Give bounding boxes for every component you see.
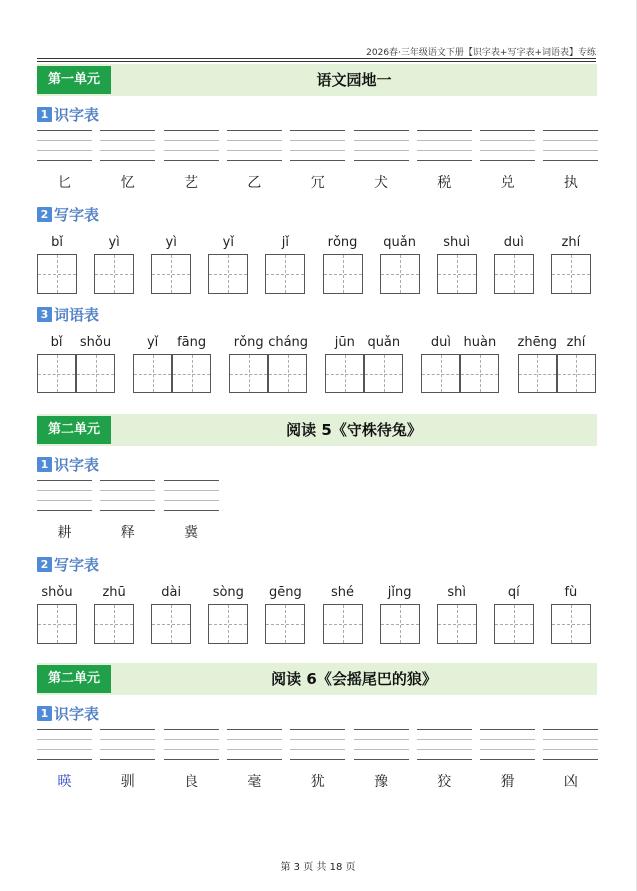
section-heading-ciyu xyxy=(37,304,99,324)
tianzi-grid-box[interactable] xyxy=(551,604,591,644)
tianzi-grid-box[interactable] xyxy=(380,604,420,644)
section-heading-xiezi xyxy=(37,204,99,224)
writing-guide-line xyxy=(543,729,598,730)
recognition-char-cell xyxy=(37,729,92,791)
writing-guide-line xyxy=(290,739,345,740)
pinyin-label: dài xyxy=(161,585,182,600)
writing-guide-line xyxy=(480,759,535,760)
tianzi-grid-box[interactable] xyxy=(437,604,477,644)
recognition-char-cell xyxy=(227,130,282,192)
writing-guide-line xyxy=(354,749,409,750)
writing-guide-line xyxy=(290,140,345,141)
hanzi-char: 税 xyxy=(437,175,452,191)
writing-guide-line xyxy=(37,739,92,740)
writing-guide-line xyxy=(354,739,409,740)
tianzi-grid-box[interactable] xyxy=(323,604,363,644)
recognition-char-cell xyxy=(417,130,472,192)
recognition-char-cell xyxy=(354,130,409,192)
recognition-char-cell xyxy=(480,130,535,192)
grid-guide-vertical xyxy=(96,355,97,392)
recognition-char-cell xyxy=(100,729,155,791)
tianzi-grid-box[interactable] xyxy=(551,254,591,294)
writing-char-cell xyxy=(208,235,248,295)
hanzi-char: 狡 xyxy=(437,774,452,790)
writing-guide-line xyxy=(100,150,155,151)
tianzi-grid-box[interactable] xyxy=(518,354,557,393)
hanzi-char: 乙 xyxy=(247,175,262,191)
grid-guide-vertical xyxy=(514,255,515,293)
writing-guide-line xyxy=(100,130,155,131)
grid-guide-vertical xyxy=(537,355,538,392)
unit-tag: 第二单元 xyxy=(37,665,111,693)
hanzi-char: 犹 xyxy=(310,774,325,790)
pinyin-label: duì xyxy=(503,235,524,250)
writing-char-cell xyxy=(551,585,591,645)
pinyin-label: fāng xyxy=(177,335,207,350)
hanzi-char: 驯 xyxy=(120,774,135,790)
grid-guide-vertical xyxy=(400,255,401,293)
writing-char-cell xyxy=(323,585,363,645)
header-rule-thin xyxy=(37,61,596,62)
recognition-char-cell xyxy=(164,130,219,192)
writing-guide-line xyxy=(354,160,409,161)
pinyin-label: duì xyxy=(430,335,451,350)
grid-guide-vertical xyxy=(441,355,442,392)
section-number: 1 xyxy=(37,706,52,721)
page-header: 2026春·三年级语文下册【识字表+写字表+词语表】专练 xyxy=(366,48,596,58)
writing-guide-line xyxy=(290,150,345,151)
grid-guide-vertical xyxy=(57,605,58,643)
hanzi-char: 兑 xyxy=(500,175,515,191)
unit-banner xyxy=(37,64,597,96)
writing-guide-line xyxy=(480,130,535,131)
hanzi-char: 冗 xyxy=(310,175,325,191)
writing-guide-line xyxy=(100,480,155,481)
writing-guide-line xyxy=(37,510,92,511)
writing-guide-line xyxy=(480,739,535,740)
grid-guide-vertical xyxy=(457,255,458,293)
recognition-char-cell xyxy=(354,729,409,791)
writing-char-cell xyxy=(323,235,363,295)
grid-guide-vertical xyxy=(228,605,229,643)
recognition-char-cell xyxy=(164,480,219,542)
section-heading-shizi xyxy=(37,104,99,124)
word-cell xyxy=(518,335,596,395)
recognition-char-cell xyxy=(164,729,219,791)
writing-guide-line xyxy=(164,480,219,481)
recognition-char-cell xyxy=(100,130,155,192)
grid-guide-vertical xyxy=(514,605,515,643)
recognition-char-cell xyxy=(480,729,535,791)
grid-guide-vertical xyxy=(571,255,572,293)
tianzi-grid-box[interactable] xyxy=(437,254,477,294)
tianzi-grid-box[interactable] xyxy=(494,254,534,294)
writing-guide-line xyxy=(480,729,535,730)
grid-guide-vertical xyxy=(457,605,458,643)
shizi-row xyxy=(37,130,600,192)
section-number: 2 xyxy=(37,207,52,222)
writing-guide-line xyxy=(164,739,219,740)
hanzi-char: 猾 xyxy=(500,774,515,790)
writing-guide-line xyxy=(164,150,219,151)
pinyin-label: shì xyxy=(447,585,466,600)
writing-guide-line xyxy=(164,490,219,491)
unit-title: 阅读 5《守株待兔》 xyxy=(286,421,422,439)
word-cell xyxy=(229,335,307,395)
recognition-char-cell xyxy=(37,130,92,192)
writing-guide-line xyxy=(417,140,472,141)
writing-guide-line xyxy=(227,729,282,730)
word-cell xyxy=(421,335,499,395)
writing-guide-line xyxy=(480,749,535,750)
section-number: 1 xyxy=(37,457,52,472)
pinyin-label: huàn xyxy=(463,335,497,350)
writing-guide-line xyxy=(227,160,282,161)
writing-guide-line xyxy=(290,749,345,750)
writing-guide-line xyxy=(543,749,598,750)
recognition-char-cell xyxy=(543,130,598,192)
section-number: 2 xyxy=(37,557,52,572)
pinyin-label: zhēng xyxy=(517,335,558,350)
tianzi-grid-box[interactable] xyxy=(151,254,191,294)
tianzi-grid-box[interactable] xyxy=(133,354,172,393)
section-heading-xiezi xyxy=(37,554,99,574)
unit-banner xyxy=(37,414,597,446)
tianzi-grid-box[interactable] xyxy=(76,354,115,393)
section-label: 识字表 xyxy=(54,704,100,723)
writing-guide-line xyxy=(37,130,92,131)
pinyin-label: shuì xyxy=(443,235,471,250)
writing-char-cell xyxy=(437,235,477,295)
pinyin-label: fù xyxy=(564,585,578,600)
writing-guide-line xyxy=(37,749,92,750)
hanzi-char: 耕 xyxy=(57,525,72,541)
tianzi-grid-box[interactable] xyxy=(380,254,420,294)
writing-guide-line xyxy=(227,140,282,141)
hanzi-char: 冀 xyxy=(184,525,199,541)
tianzi-grid-box[interactable] xyxy=(151,604,191,644)
ciyu-row xyxy=(37,335,600,397)
writing-char-cell xyxy=(551,235,591,295)
writing-guide-line xyxy=(164,759,219,760)
grid-guide-vertical xyxy=(57,255,58,293)
grid-guide-vertical xyxy=(153,355,154,392)
unit-title: 语文园地一 xyxy=(316,71,392,89)
writing-char-cell xyxy=(94,585,134,645)
writing-char-cell xyxy=(380,585,420,645)
pinyin-label: shǒu xyxy=(41,585,73,600)
writing-guide-line xyxy=(290,160,345,161)
grid-guide-vertical xyxy=(384,355,385,392)
grid-guide-vertical xyxy=(400,605,401,643)
pinyin-label: rǒng xyxy=(233,335,264,350)
pinyin-label: yì xyxy=(165,235,177,250)
pinyin-label: zhí xyxy=(561,235,581,250)
pinyin-label: gēng xyxy=(269,585,302,600)
pinyin-label: jǐ xyxy=(281,235,289,250)
writing-guide-line xyxy=(164,130,219,131)
pinyin-label: jǐng xyxy=(387,585,412,600)
writing-char-cell xyxy=(151,235,191,295)
tianzi-grid-box[interactable] xyxy=(460,354,499,393)
shizi-row xyxy=(37,729,600,791)
unit-title: 阅读 6《会摇尾巴的狼》 xyxy=(271,670,437,688)
xiezi-row xyxy=(37,585,600,647)
pinyin-label: jūn xyxy=(334,335,355,350)
writing-guide-line xyxy=(290,759,345,760)
writing-guide-line xyxy=(417,749,472,750)
writing-guide-line xyxy=(164,500,219,501)
pinyin-label: yǐ xyxy=(222,235,234,250)
writing-guide-line xyxy=(354,140,409,141)
writing-guide-line xyxy=(227,749,282,750)
tianzi-grid-box[interactable] xyxy=(265,604,305,644)
section-number: 1 xyxy=(37,107,52,122)
pinyin-label: rǒng xyxy=(327,235,358,250)
writing-guide-line xyxy=(37,490,92,491)
section-label: 写字表 xyxy=(54,555,100,574)
hanzi-char: 犬 xyxy=(374,175,388,191)
writing-char-cell xyxy=(265,585,305,645)
grid-guide-vertical xyxy=(343,605,344,643)
writing-guide-line xyxy=(417,160,472,161)
pinyin-label: sòng xyxy=(212,585,244,600)
writing-char-cell xyxy=(37,585,77,645)
writing-guide-line xyxy=(417,130,472,131)
writing-char-cell xyxy=(437,585,477,645)
page-footer: 第 3 页 共 18 页 xyxy=(280,862,356,873)
hanzi-char: 豫 xyxy=(374,774,388,790)
writing-guide-line xyxy=(227,130,282,131)
writing-guide-line xyxy=(100,759,155,760)
writing-guide-line xyxy=(290,729,345,730)
writing-guide-line xyxy=(543,739,598,740)
xiezi-row xyxy=(37,235,600,297)
recognition-char-cell xyxy=(100,480,155,542)
grid-guide-vertical xyxy=(171,255,172,293)
writing-guide-line xyxy=(37,480,92,481)
grid-guide-vertical xyxy=(171,605,172,643)
grid-guide-vertical xyxy=(285,605,286,643)
tianzi-grid-box[interactable] xyxy=(557,354,596,393)
section-label: 词语表 xyxy=(54,305,100,324)
pinyin-label: bǐ xyxy=(50,335,63,350)
pinyin-label: bǐ xyxy=(51,235,63,250)
header-rule xyxy=(37,58,596,59)
writing-char-cell xyxy=(265,235,305,295)
section-label: 写字表 xyxy=(54,205,100,224)
tianzi-grid-box[interactable] xyxy=(37,604,77,644)
section-heading-shizi xyxy=(37,454,99,474)
word-cell xyxy=(133,335,211,395)
writing-guide-line xyxy=(417,759,472,760)
hanzi-char: 忆 xyxy=(120,175,135,191)
tianzi-grid-box[interactable] xyxy=(325,354,364,393)
grid-guide-vertical xyxy=(57,355,58,392)
writing-guide-line xyxy=(100,500,155,501)
writing-guide-line xyxy=(543,150,598,151)
tianzi-grid-box[interactable] xyxy=(37,254,77,294)
tianzi-grid-box[interactable] xyxy=(494,604,534,644)
tianzi-grid-box[interactable] xyxy=(268,354,307,393)
writing-guide-line xyxy=(164,140,219,141)
writing-guide-line xyxy=(37,729,92,730)
tianzi-grid-box[interactable] xyxy=(172,354,211,393)
recognition-char-cell xyxy=(290,729,345,791)
writing-guide-line xyxy=(227,150,282,151)
writing-guide-line xyxy=(480,150,535,151)
writing-guide-line xyxy=(354,150,409,151)
pinyin-label: qí xyxy=(507,585,520,600)
section-heading-shizi xyxy=(37,703,99,723)
recognition-char-cell xyxy=(290,130,345,192)
writing-guide-line xyxy=(37,140,92,141)
writing-guide-line xyxy=(417,729,472,730)
hanzi-char: 艺 xyxy=(184,175,199,191)
writing-guide-line xyxy=(100,160,155,161)
tianzi-grid-box[interactable] xyxy=(37,354,76,393)
unit-banner xyxy=(37,663,597,695)
word-cell xyxy=(325,335,403,395)
writing-guide-line xyxy=(354,130,409,131)
word-cell xyxy=(37,335,115,395)
writing-guide-line xyxy=(417,739,472,740)
writing-guide-line xyxy=(164,729,219,730)
grid-guide-vertical xyxy=(114,255,115,293)
grid-guide-vertical xyxy=(228,255,229,293)
writing-guide-line xyxy=(100,739,155,740)
writing-guide-line xyxy=(543,759,598,760)
unit-tag: 第二单元 xyxy=(37,416,111,444)
writing-guide-line xyxy=(100,729,155,730)
writing-guide-line xyxy=(480,140,535,141)
grid-guide-vertical xyxy=(576,355,577,392)
tianzi-grid-box[interactable] xyxy=(421,354,460,393)
recognition-char-cell xyxy=(417,729,472,791)
writing-guide-line xyxy=(37,160,92,161)
section-label: 识字表 xyxy=(54,455,100,474)
writing-guide-line xyxy=(227,739,282,740)
hanzi-char: 良 xyxy=(184,774,199,790)
writing-guide-line xyxy=(100,490,155,491)
writing-guide-line xyxy=(543,130,598,131)
grid-guide-vertical xyxy=(285,255,286,293)
tianzi-grid-box[interactable] xyxy=(265,254,305,294)
writing-char-cell xyxy=(208,585,248,645)
writing-guide-line xyxy=(354,729,409,730)
writing-guide-line xyxy=(417,150,472,151)
tianzi-grid-box[interactable] xyxy=(208,604,248,644)
writing-guide-line xyxy=(543,160,598,161)
writing-char-cell xyxy=(151,585,191,645)
writing-guide-line xyxy=(100,140,155,141)
section-label: 识字表 xyxy=(54,105,100,124)
pinyin-label: yǐ xyxy=(146,335,159,350)
hanzi-char: 匕 xyxy=(57,175,72,191)
pinyin-label: quǎn xyxy=(383,235,416,250)
hanzi-char: 凶 xyxy=(563,774,578,790)
hanzi-char: 暎 xyxy=(57,774,72,790)
grid-guide-vertical xyxy=(345,355,346,392)
grid-guide-vertical xyxy=(192,355,193,392)
hanzi-char: 毫 xyxy=(247,774,262,790)
grid-guide-vertical xyxy=(343,255,344,293)
hanzi-char: 释 xyxy=(120,525,135,541)
shizi-row xyxy=(37,480,600,542)
writing-guide-line xyxy=(480,160,535,161)
pinyin-label: quǎn xyxy=(367,335,401,350)
writing-guide-line xyxy=(164,749,219,750)
pinyin-label: zhí xyxy=(566,335,586,350)
writing-guide-line xyxy=(227,759,282,760)
writing-guide-line xyxy=(543,140,598,141)
writing-char-cell xyxy=(494,235,534,295)
pinyin-label: cháng xyxy=(268,335,309,350)
tianzi-grid-box[interactable] xyxy=(229,354,268,393)
writing-char-cell xyxy=(494,585,534,645)
grid-guide-vertical xyxy=(249,355,250,392)
writing-guide-line xyxy=(164,510,219,511)
recognition-char-cell xyxy=(543,729,598,791)
tianzi-grid-box[interactable] xyxy=(208,254,248,294)
grid-guide-vertical xyxy=(480,355,481,392)
recognition-char-cell xyxy=(37,480,92,542)
tianzi-grid-box[interactable] xyxy=(94,254,134,294)
grid-guide-vertical xyxy=(571,605,572,643)
writing-guide-line xyxy=(37,150,92,151)
writing-guide-line xyxy=(164,160,219,161)
writing-guide-line xyxy=(37,759,92,760)
hanzi-char: 执 xyxy=(563,175,578,191)
writing-guide-line xyxy=(100,510,155,511)
grid-guide-vertical xyxy=(114,605,115,643)
writing-char-cell xyxy=(37,235,77,295)
writing-guide-line xyxy=(354,759,409,760)
pinyin-label: zhū xyxy=(102,585,126,600)
writing-guide-line xyxy=(37,500,92,501)
pinyin-label: yì xyxy=(108,235,120,250)
pinyin-label: shé xyxy=(330,585,354,600)
tianzi-grid-box[interactable] xyxy=(323,254,363,294)
tianzi-grid-box[interactable] xyxy=(364,354,403,393)
writing-guide-line xyxy=(100,749,155,750)
section-number: 3 xyxy=(37,307,52,322)
writing-char-cell xyxy=(380,235,420,295)
tianzi-grid-box[interactable] xyxy=(94,604,134,644)
unit-tag: 第一单元 xyxy=(37,66,111,94)
writing-guide-line xyxy=(290,130,345,131)
grid-guide-vertical xyxy=(288,355,289,392)
recognition-char-cell xyxy=(227,729,282,791)
writing-char-cell xyxy=(94,235,134,295)
pinyin-label: shǒu xyxy=(79,335,112,350)
